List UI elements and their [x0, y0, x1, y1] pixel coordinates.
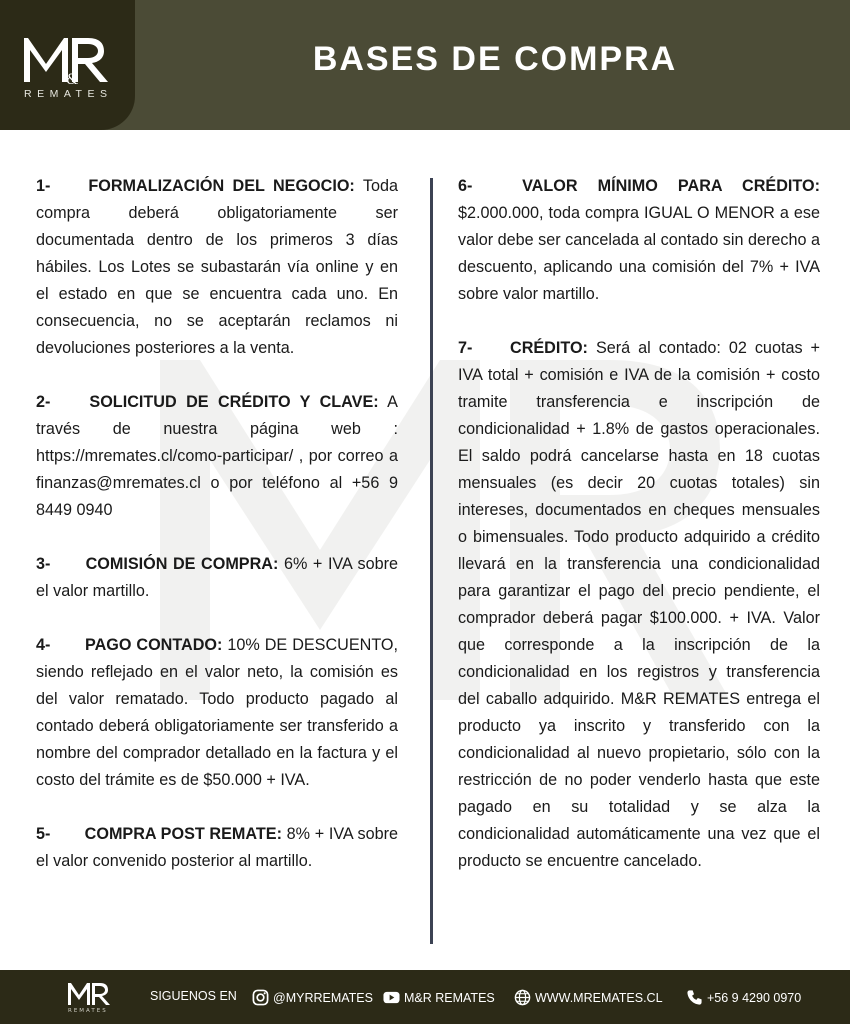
- youtube-channel: M&R REMATES: [404, 990, 495, 1005]
- clause-7: [458, 335, 820, 875]
- clause-heading: COMPRA POST REMATE:: [84, 825, 282, 843]
- right-column: [458, 173, 820, 902]
- clause-text[interactable]: A través de nuestra página web : https://mremates.cl/como-participar/ , por correo a finanzas@mremates.cl o por teléfono al +56 9 8449 0940: [36, 393, 398, 519]
- clause-6: [458, 173, 820, 308]
- clause-heading: COMISIÓN DE COMPRA:: [85, 555, 279, 573]
- clause-number: 1-: [36, 177, 51, 195]
- clause-text: $2.000.000, toda compra IGUAL O MENOR a ese valor debe ser cancelada al contado sin derecho a descuento, aplicando una comisión del 7% + IVA sobre valor martillo.: [458, 204, 820, 303]
- clause-heading: VALOR MÍNIMO PARA CRÉDITO:: [522, 177, 820, 195]
- clause-heading: SOLICITUD DE CRÉDITO Y CLAVE:: [89, 393, 379, 411]
- clause-number: 6-: [458, 177, 473, 195]
- clause-text: Será al contado: 02 cuotas + IVA total + comisión e IVA de la comisión + costo tramite transferencia e inscripción de condicionalidad + 1.8% de gastos operacionales. El saldo podrá cancelarse hasta en 18 cuotas mensuales (es decir 20 cuotas totales) sin intereses, documentados en cheques mensuales o bimensuales. Todo producto adquirido a crédito llevará en la transferencia una condicionalidad para garantizar el pago del precio pendiente, el comprador deberá pagar $100.000. + IVA. Valor que corresponde a la inscripción de la condicionalidad en los registros y transferencia del caballo adquirido. M&R REMATES entrega el producto ya inscrito y transferido con la condicionalidad al nuevo propietario, sólo con la restricción de no poder venderlo hasta que este pagado en su totalidad y se alza la condicionalidad automáticamente una vez que el producto se encuentre cancelado.: [458, 339, 820, 870]
- clause-text: 8% + IVA sobre el valor convenido posterior al martillo.: [36, 825, 398, 870]
- youtube-icon: [383, 989, 400, 1006]
- header-banner: [0, 0, 850, 130]
- clause-text: 10% DE DESCUENTO, siendo reflejado en el valor neto, la comisión es del valor rematado. Todo producto pagado al contado deberá obligatoriamente ser transferido a nombre del comprador detallado en la factura y el costo del trámite es de $50.000 + IVA.: [36, 636, 399, 789]
- clause-4: [36, 632, 398, 794]
- clause-heading: FORMALIZACIÓN DEL NEGOCIO:: [88, 177, 355, 195]
- brand-logo[interactable]: [0, 0, 135, 130]
- footer-logo-icon[interactable]: [66, 979, 112, 1013]
- website-link[interactable]: [514, 989, 663, 1006]
- logo-subtitle: REMATES: [24, 88, 113, 100]
- footer-logo-subtitle: REMATES: [68, 1008, 108, 1013]
- clause-text: Toda compra deberá obligatoriamente ser documentada dentro de los primeros 3 días hábiles. Los Lotes se subastarán vía online y en el estado en que se encuentra cada uno. En consecuencia, no se aceptarán reclamos ni devoluciones posteriores a la venta.: [36, 177, 398, 357]
- clause-number: 7-: [458, 339, 473, 357]
- website-url: WWW.MREMATES.CL: [535, 990, 663, 1005]
- clause-number: 2-: [36, 393, 51, 411]
- logo-mark-icon: [22, 30, 112, 86]
- phone-icon: [686, 989, 703, 1006]
- page-title: BASES DE COMPRA: [312, 40, 678, 78]
- instagram-icon: [252, 989, 269, 1006]
- instagram-link[interactable]: [252, 989, 373, 1006]
- follow-text: SIGUENOS EN: [150, 989, 237, 1003]
- clause-heading: PAGO CONTADO:: [84, 636, 223, 654]
- phone-number: +56 9 4290 0970: [707, 990, 802, 1005]
- logo-ampersand: &: [66, 72, 79, 86]
- column-divider: [430, 178, 433, 944]
- clause-number: 3-: [36, 555, 51, 573]
- instagram-handle: @MYRREMATES: [273, 990, 373, 1005]
- left-column: [36, 173, 398, 902]
- clause-number: 5-: [36, 825, 51, 843]
- clause-3: [36, 551, 398, 605]
- clause-number: 4-: [36, 636, 51, 654]
- clause-heading: CRÉDITO:: [510, 339, 588, 357]
- phone-link[interactable]: [686, 989, 801, 1006]
- clause-text: 6% + IVA sobre el valor martillo.: [36, 555, 398, 600]
- clause-2: [36, 389, 398, 524]
- globe-icon: [514, 989, 531, 1006]
- follow-label: [150, 989, 237, 1003]
- youtube-link[interactable]: [383, 989, 495, 1006]
- clause-5: [36, 821, 398, 875]
- clause-1: [36, 173, 398, 362]
- footer-bar: [0, 970, 850, 1024]
